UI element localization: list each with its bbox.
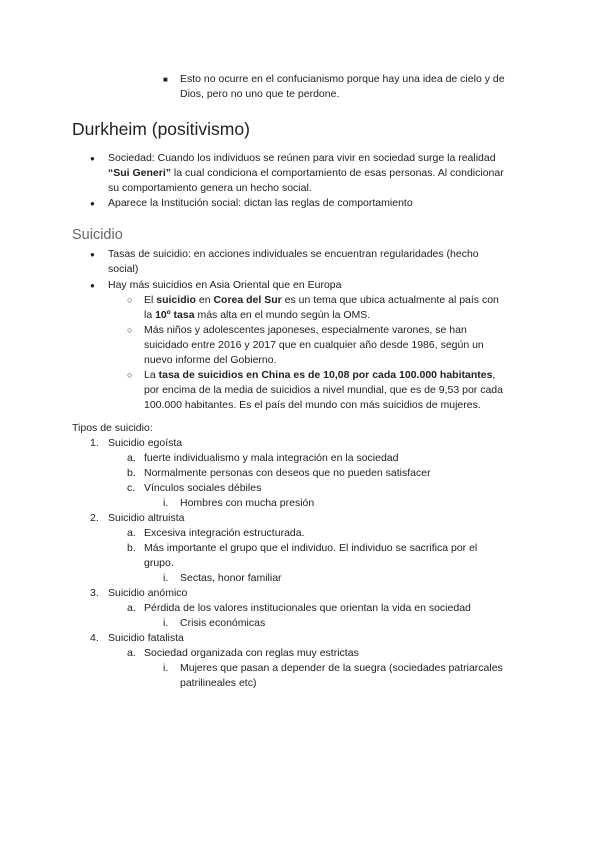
section-title-tipos: Tipos de suicidio:	[72, 422, 153, 434]
list-number: 1.	[90, 437, 99, 449]
list-letter: b.	[127, 542, 136, 554]
list-item: Sociedad organizada con reglas muy estrictas	[144, 647, 359, 659]
list-item: Más importante el grupo que el individuo. El individuo se sacrifica por el	[144, 542, 478, 554]
text-line: Tasas de suicidio: en acciones individuales se encuentran regularidades (hecho	[108, 248, 479, 260]
list-roman: i.	[163, 572, 169, 584]
text-line: Más niños y adolescentes japoneses, especialmente varones, se han	[144, 324, 467, 336]
circle-bullet-icon: ○	[127, 370, 133, 380]
list-item: fuerte individualismo y mala integración en la sociedad	[144, 452, 399, 464]
list-item: Vínculos sociales débiles	[144, 482, 262, 494]
disc-bullet-icon: ●	[90, 199, 95, 208]
list-roman: i.	[163, 662, 169, 674]
list-letter: a.	[127, 527, 136, 539]
heading-durkheim: Durkheim (positivismo)	[72, 119, 250, 139]
list-item: Suicidio fatalista	[108, 632, 184, 644]
list-letter: a.	[127, 647, 136, 659]
text-line: 100.000 habitantes. Es el país del mundo con más suicidios de mujeres.	[144, 399, 481, 411]
circle-bullet-icon: ○	[127, 325, 133, 335]
text-line	[144, 368, 495, 383]
list-item: Normalmente personas con deseos que no pueden satisfacer	[144, 467, 431, 479]
bold-term: 10º tasa	[155, 309, 195, 321]
text-line: Aparece la Institución social: dictan las reglas de comportamiento	[108, 197, 413, 209]
circle-bullet-icon: ○	[127, 295, 133, 305]
text-line	[144, 308, 370, 323]
list-item: grupo.	[144, 557, 174, 569]
disc-bullet-icon: ●	[90, 250, 95, 259]
heading-suicidio: Suicidio	[72, 227, 123, 243]
text-line	[108, 166, 504, 181]
list-item: Hombres con mucha presión	[180, 497, 315, 509]
list-number: 4.	[90, 632, 99, 644]
list-letter: a.	[127, 452, 136, 464]
text-line: Hay más suicidios en Asia Oriental que en Europa	[108, 279, 342, 291]
list-item: Excesiva integración estructurada.	[144, 527, 305, 539]
bold-term: Corea del Sur	[213, 294, 282, 306]
square-bullet-icon: ■	[163, 75, 168, 84]
list-item: Suicidio anómico	[108, 587, 188, 599]
text-line: su comportamiento genera un hecho social.	[108, 182, 312, 194]
text-span: la cual condiciona el comportamiento de esas personas. Al condicionar	[171, 167, 504, 179]
list-letter: a.	[127, 602, 136, 614]
list-item: Sectas, honor familiar	[180, 572, 282, 584]
list-item: patrilineales etc)	[180, 677, 257, 689]
list-item: Suicidio egoísta	[108, 437, 183, 449]
bold-term: “Sui Generi”	[108, 167, 172, 179]
text-span: ,	[492, 369, 496, 381]
text-line: suicidado entre 2016 y 2017 que en cualquier año desde 1986, según un	[144, 339, 484, 351]
list-letter: c.	[127, 482, 136, 494]
text-line: por encima de la media de suicidios a nivel mundial, que es de 9,53 por cada	[144, 384, 503, 396]
text-line: Dios, pero no uno que te perdone.	[180, 88, 340, 100]
text-span: más alta en el mundo según la OMS.	[194, 309, 371, 321]
list-item: Crisis económicas	[180, 617, 266, 629]
disc-bullet-icon: ●	[90, 281, 95, 290]
list-item: Pérdida de los valores institucionales que orientan la vida en sociedad	[144, 602, 471, 614]
text-span: en	[195, 294, 214, 306]
list-letter: b.	[127, 467, 136, 479]
list-item: Mujeres que pasan a depender de la suegra (sociedades patriarcales	[180, 662, 503, 674]
text-span: la	[144, 309, 156, 321]
text-line: Sociedad: Cuando los individuos se reúnen para vivir en sociedad surge la realidad	[108, 152, 496, 164]
list-number: 3.	[90, 587, 99, 599]
disc-bullet-icon: ●	[90, 154, 95, 163]
text-line: social)	[108, 263, 139, 275]
text-line: nuevo informe del Gobierno.	[144, 354, 277, 366]
bold-term: tasa de suicidios en China es de 10,08 por cada 100.000 habitantes	[158, 369, 493, 381]
list-roman: i.	[163, 617, 169, 629]
text-span: es un tema que ubica actualmente al país con	[281, 294, 499, 306]
list-item: Suicidio altruista	[108, 512, 185, 524]
text-span: El	[144, 294, 157, 306]
bold-term: suicidio	[156, 294, 196, 306]
text-span: La	[144, 369, 159, 381]
list-roman: i.	[163, 497, 169, 509]
text-line	[144, 293, 499, 308]
text-line: Esto no ocurre en el confucianismo porque hay una idea de cielo y de	[180, 73, 505, 85]
list-number: 2.	[90, 512, 99, 524]
